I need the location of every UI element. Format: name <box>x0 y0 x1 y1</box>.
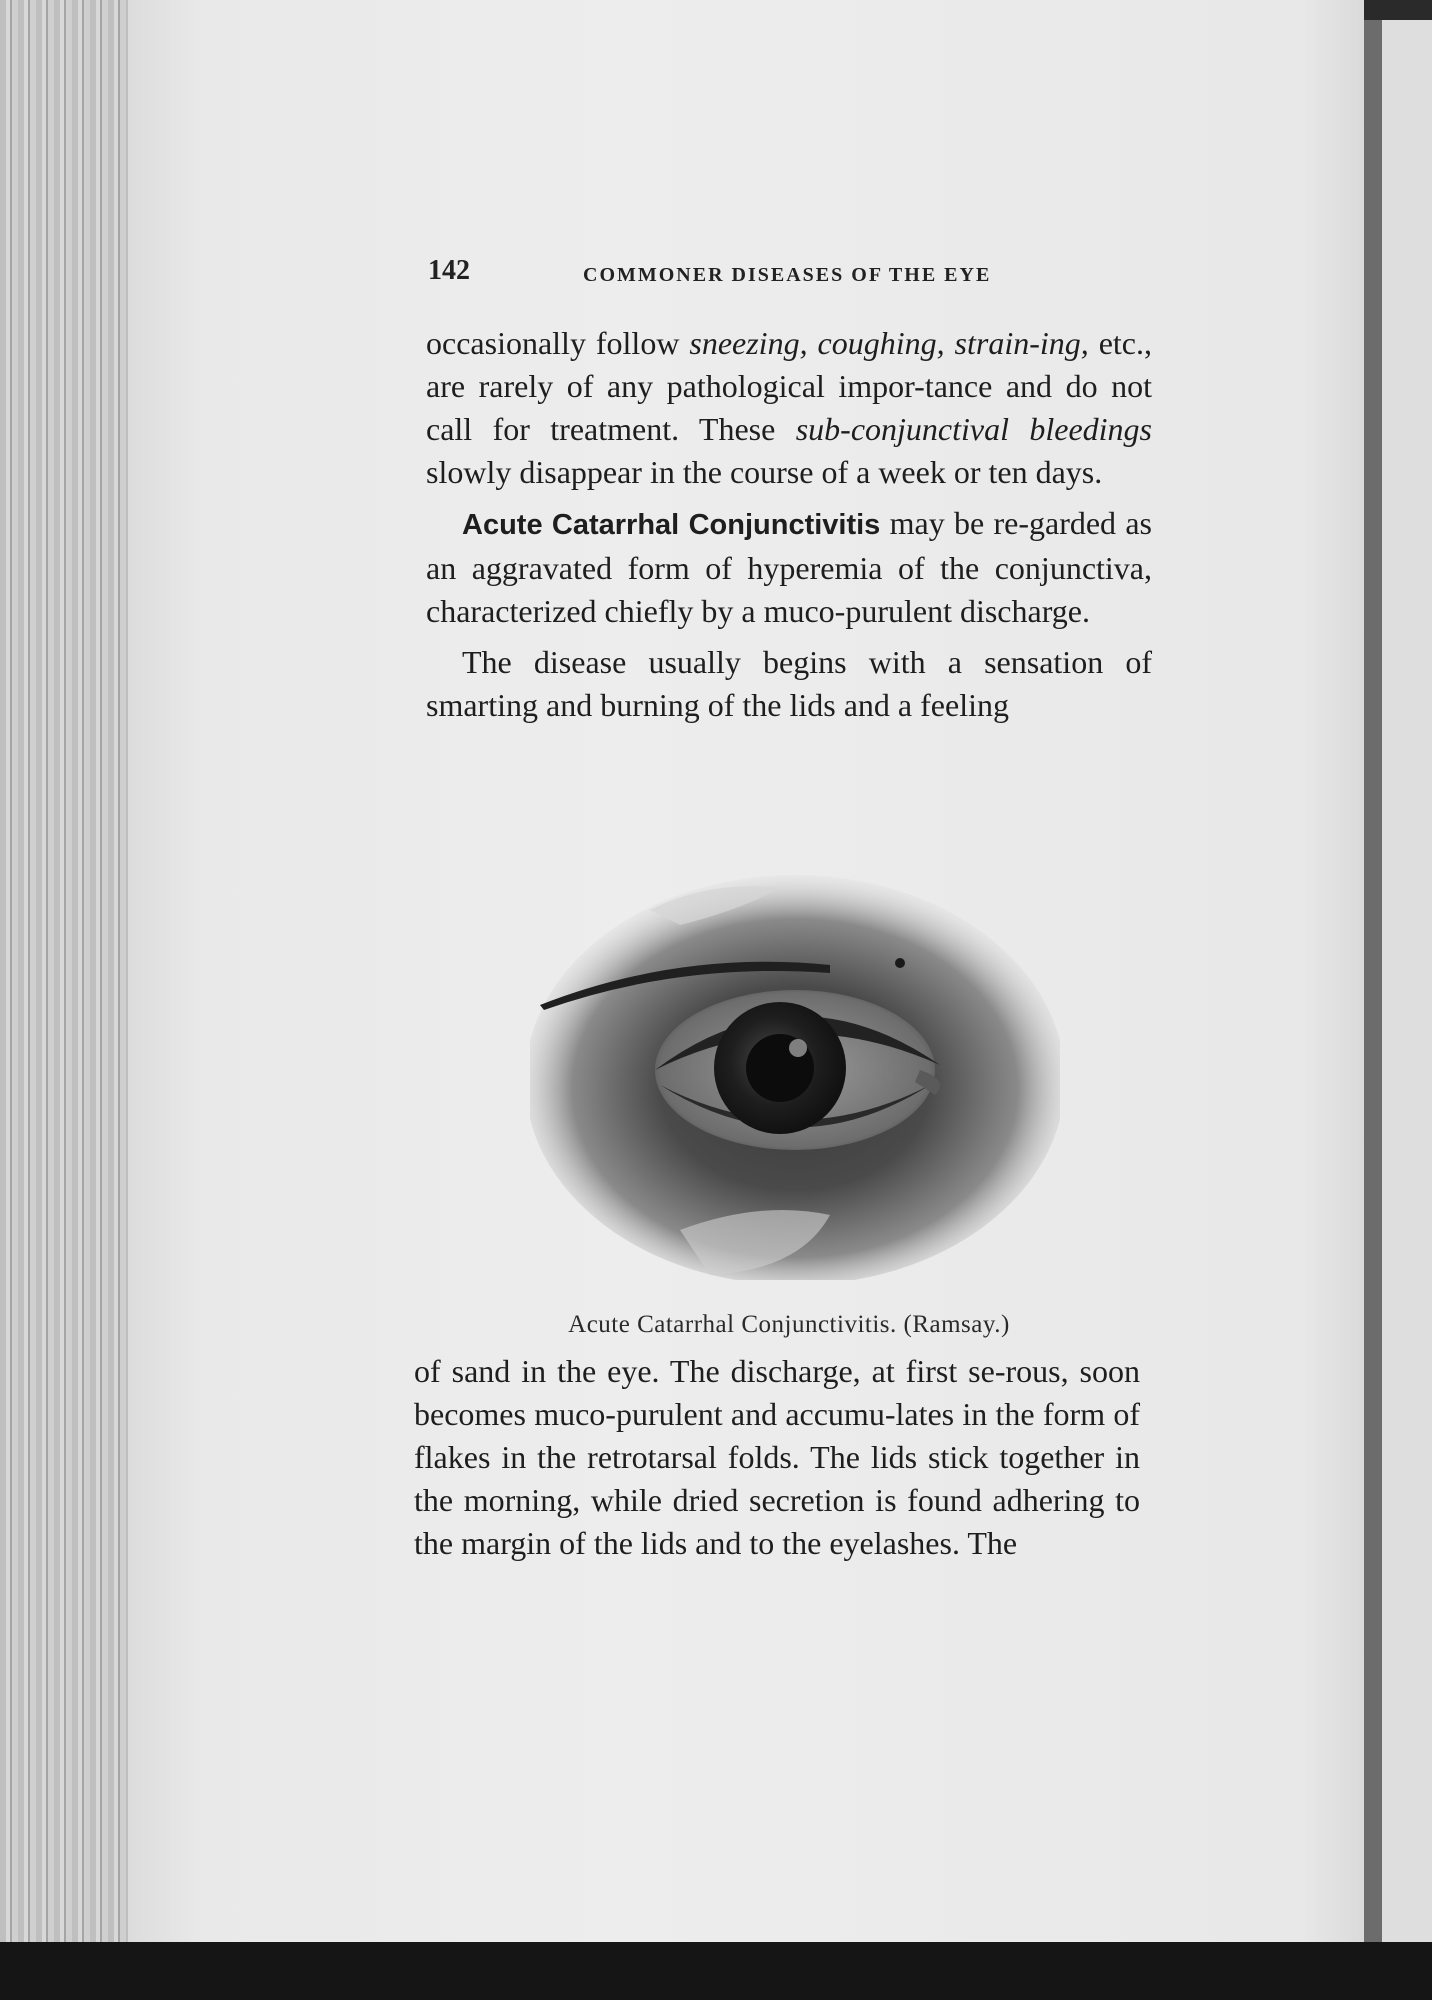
page-number: 142 <box>428 255 470 286</box>
bold-term: Acute Catarrhal Conjunctivitis <box>462 509 881 541</box>
italic-run: sneezing, coughing, strain-ing, <box>689 325 1089 361</box>
running-head <box>428 255 1148 289</box>
text-block-bottom <box>414 1350 1140 1565</box>
eye-photograph <box>530 870 1060 1280</box>
facing-page-edge <box>1382 20 1432 1942</box>
running-title: COMMONER DISEASES OF THE EYE <box>583 264 992 286</box>
scanner-bed <box>0 1942 1432 2000</box>
paragraph-onset: The disease usually begins with a sensation of smarting and burning of the lids and a feeling <box>426 644 1152 723</box>
text-run: may be re-garded as an aggravated form of hyperemia of the conjunctiva, characterized chiefly by a muco-purulent discharge. <box>426 505 1153 629</box>
text-run: slowly disappear in the course of a week or ten days. <box>426 454 1103 490</box>
page-shadow <box>1364 20 1382 1942</box>
paragraph-acute-catarrhal <box>426 502 1152 633</box>
paragraph-subconjunctival <box>426 322 1152 494</box>
text-block-top <box>426 322 1152 727</box>
text-run: etc., are rarely of any pathological impor-tance and do not call for treatment. These <box>426 325 1152 447</box>
text-run: occasionally follow <box>426 325 690 361</box>
figure-caption: Acute Catarrhal Conjunctivitis. (Ramsay.) <box>568 1311 1010 1338</box>
italic-run: sub-conjunctival bleedings <box>795 411 1153 447</box>
paragraph-discharge: of sand in the eye. The discharge, at first se-rous, soon becomes muco-purulent and accumu-lates in the form of flakes in the retrotarsal folds. The lids stick together in the morning, while dried secretion is found adhering to the margin of the lids and to the eyelashes. The <box>414 1353 1140 1561</box>
book-gutter <box>0 0 128 1942</box>
